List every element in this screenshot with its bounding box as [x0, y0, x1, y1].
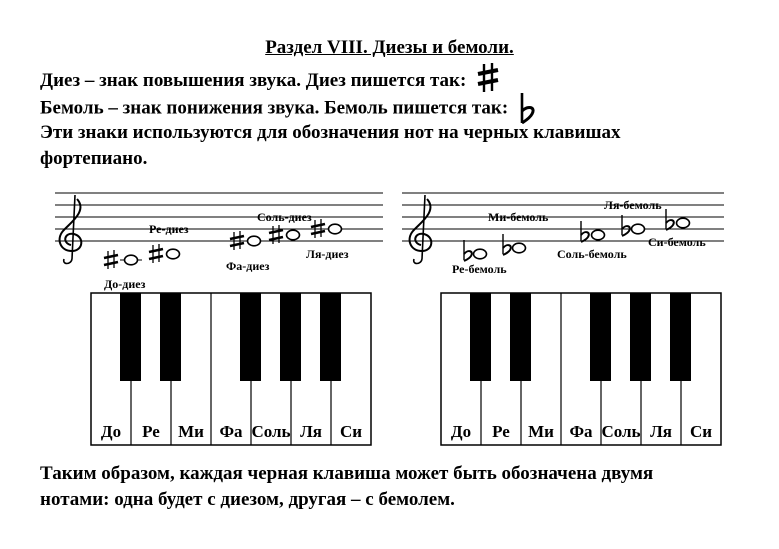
note-label-a-sharp: Ля-диез	[306, 247, 349, 261]
note-label-f-sharp: Фа-диез	[226, 259, 270, 273]
note-label-c-sharp: До-диез	[104, 277, 146, 291]
note-head	[248, 236, 261, 246]
black-key	[120, 293, 141, 381]
usage-line-1: Эти знаки используются для обозначения нот на черных клавишах	[40, 122, 621, 143]
note-label-b-flat: Си-бемоль	[648, 235, 706, 249]
black-key	[630, 293, 651, 381]
key-label-mi: Ми	[178, 422, 204, 441]
note-head	[329, 224, 342, 234]
key-label-sol: Соль	[251, 422, 291, 441]
black-key	[320, 293, 341, 381]
black-key	[470, 293, 491, 381]
note-label-d-flat: Ре-бемоль	[452, 262, 507, 276]
black-key	[160, 293, 181, 381]
sharp-definition-text: – знак повышения звука. Диез пишется так:	[80, 70, 467, 91]
black-key	[240, 293, 261, 381]
closing-paragraph	[40, 461, 760, 513]
note-label-e-flat: Ми-бемоль	[488, 210, 549, 224]
note-head	[632, 224, 645, 234]
key-label-fa: Фа	[219, 422, 243, 441]
flat-icon	[581, 221, 589, 242]
piano-keyboard-left	[91, 293, 371, 445]
flat-definition-text: – знак понижения звука. Бемоль пишется так:	[103, 97, 509, 119]
flat-staff	[402, 193, 724, 276]
black-key	[670, 293, 691, 381]
piano-keyboard-right	[441, 293, 721, 445]
note-head	[677, 218, 690, 228]
key-label-la: Ля	[650, 422, 672, 441]
usage-line-2: фортепиано.	[40, 148, 148, 169]
key-label-re: Ре	[142, 422, 160, 441]
key-label-si: Си	[689, 422, 713, 441]
key-label-do: До	[450, 422, 472, 441]
flat-icon	[666, 209, 674, 230]
sharp-icon	[104, 250, 118, 269]
key-label-si: Си	[339, 422, 363, 441]
flat-icon	[464, 240, 472, 261]
note-head	[167, 249, 180, 259]
note-head	[287, 230, 300, 240]
black-key	[280, 293, 301, 381]
sharp-staff	[55, 193, 383, 291]
sharp-term: Диез	[40, 70, 81, 91]
note-label-d-sharp: Ре-диез	[149, 222, 189, 236]
key-label-mi: Ми	[528, 422, 554, 441]
black-key	[510, 293, 531, 381]
page-title: Раздел VIII. Диезы и бемоли.	[265, 37, 514, 58]
note-head	[125, 255, 138, 265]
note-label-g-sharp: Соль-диез	[257, 210, 312, 224]
key-label-re: Ре	[492, 422, 510, 441]
sharp-icon	[149, 244, 163, 263]
flat-icon	[503, 234, 511, 255]
closing-line-2: нотами: одна будет с диезом, другая – с бемолем.	[40, 489, 455, 510]
key-label-do: До	[100, 422, 122, 441]
note-label-g-flat: Соль-бемоль	[557, 247, 627, 261]
black-key	[590, 293, 611, 381]
note-head	[513, 243, 526, 253]
key-label-la: Ля	[300, 422, 322, 441]
key-label-fa: Фа	[569, 422, 593, 441]
flat-icon	[622, 215, 630, 236]
key-label-sol: Соль	[601, 422, 641, 441]
closing-line-1: Таким образом, каждая черная клавиша может быть обозначена двумя	[40, 463, 654, 484]
note-label-a-flat: Ля-бемоль	[604, 198, 662, 212]
note-head	[474, 249, 487, 259]
note-head	[592, 230, 605, 240]
flat-term: Бемоль	[40, 97, 104, 119]
